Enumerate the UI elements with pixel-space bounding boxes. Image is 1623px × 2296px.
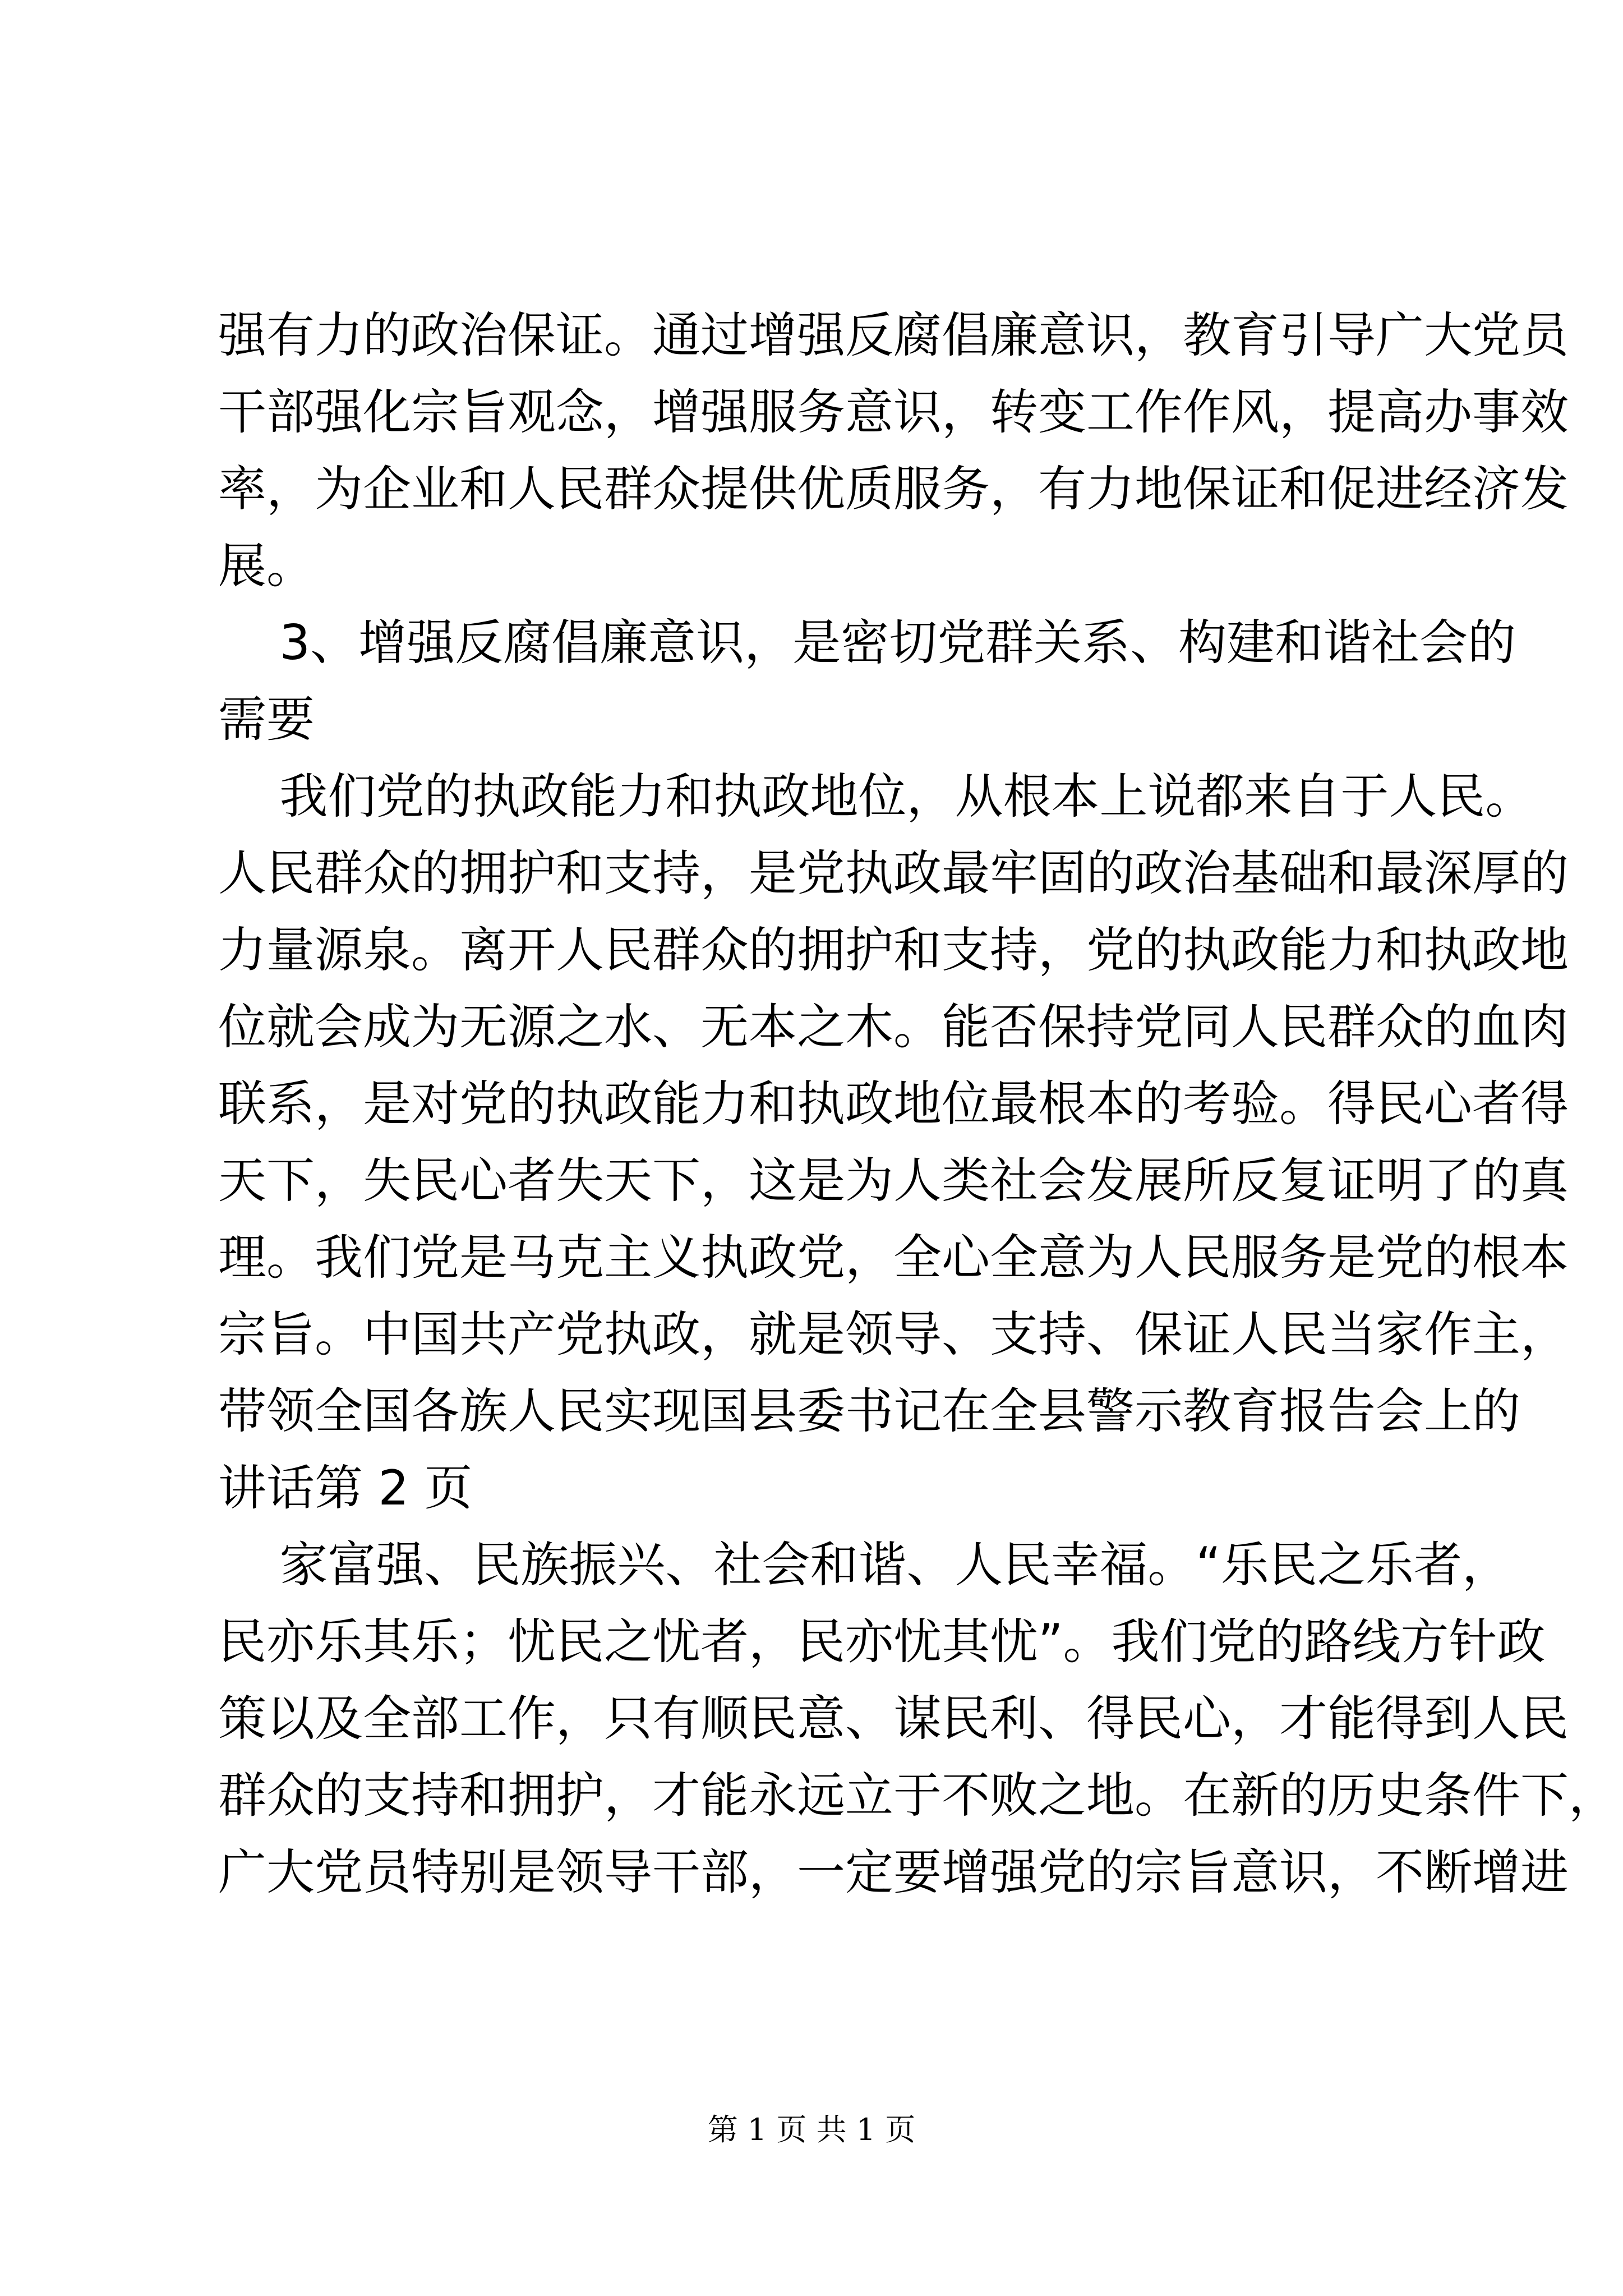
text-line: 率，为企业和人民群众提供优质服务，有力地保证和促进经济发 — [218, 461, 1569, 517]
text-line: 3、增强反腐倡廉意识，是密切党群关系、构建和谐社会的 — [218, 615, 1516, 671]
text-line: 位就会成为无源之水、无本之木。能否保持党同人民群众的血肉 — [218, 999, 1569, 1055]
text-line: 策以及全部工作，只有顺民意、谋民利、得民心，才能得到人民 — [218, 1691, 1569, 1747]
text-line: 讲话第 2 页 — [218, 1460, 473, 1516]
page-number-label: 第 1 页 共 1 页 — [707, 2112, 916, 2147]
document-body — [218, 297, 1617, 1911]
text-line: 群众的支持和拥护，才能永远立于不败之地。在新的历史条件下， — [218, 1768, 1617, 1824]
text-line: 联系，是对党的执政能力和执政地位最根本的考验。得民心者得 — [218, 1076, 1569, 1132]
text-line: 天下，失民心者失天下，这是为人类社会发展所反复证明了的真 — [218, 1153, 1569, 1209]
text-line: 家富强、民族振兴、社会和谐、人民幸福。“乐民之乐者， — [218, 1537, 1510, 1593]
text-line: 强有力的政治保证。通过增强反腐倡廉意识，教育引导广大党员 — [218, 307, 1569, 364]
text-line: 带领全国各族人民实现国县委书记在全县警示教育报告会上的 — [218, 1383, 1520, 1439]
text-line: 展。 — [218, 538, 315, 594]
text-line: 广大党员特别是领导干部，一定要增强党的宗旨意识，不断增进 — [218, 1844, 1569, 1901]
text-line: 力量源泉。离开人民群众的拥护和支持，党的执政能力和执政地 — [218, 922, 1569, 978]
text-line: 需要 — [218, 692, 315, 748]
text-line: 人民群众的拥护和支持，是党执政最牢固的政治基础和最深厚的 — [218, 845, 1569, 901]
text-line: 民亦乐其乐；忧民之忧者，民亦忧其忧”。我们党的路线方针政 — [218, 1614, 1546, 1670]
text-line: 干部强化宗旨观念，增强服务意识，转变工作作风，提高办事效 — [218, 384, 1569, 440]
page-footer — [0, 2110, 1623, 2150]
text-line: 理。我们党是马克主义执政党，全心全意为人民服务是党的根本 — [218, 1230, 1569, 1286]
text-line: 我们党的执政能力和执政地位，从根本上说都来自于人民。 — [218, 769, 1534, 825]
text-line: 宗旨。中国共产党执政，就是领导、支持、保证人民当家作主， — [218, 1306, 1569, 1363]
